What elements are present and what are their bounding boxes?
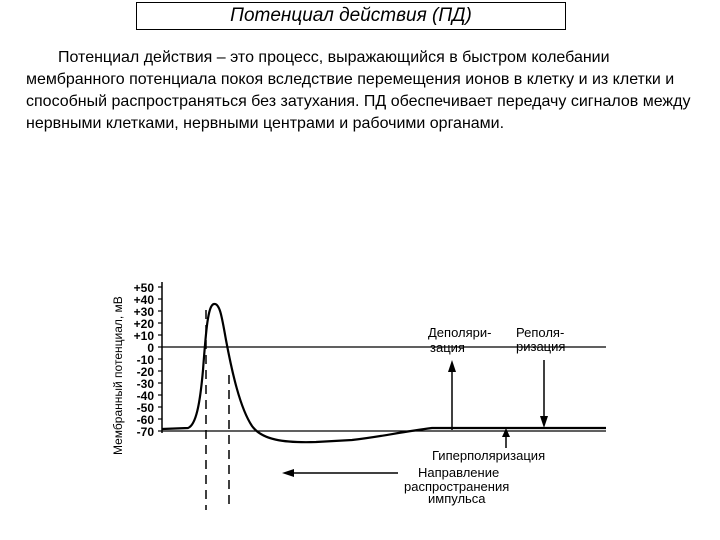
tick-label: -20 — [136, 365, 154, 379]
repolarization-label-line2: ризация — [516, 339, 566, 354]
y-axis-ticks — [134, 281, 155, 439]
hyperpolarization-arrowhead-icon — [502, 428, 510, 437]
direction-label-line1: Направление — [418, 465, 500, 480]
repolarization-label-line1: Реполя- — [516, 325, 565, 340]
tick-label: -70 — [136, 425, 154, 439]
hyperpolarization-label: Гиперполяризация — [432, 448, 546, 463]
propagation-arrowhead-icon — [282, 469, 294, 477]
tick-label: +20 — [133, 317, 154, 331]
tick-label: +40 — [133, 293, 154, 307]
depolarization-label-line1: Деполяри- — [428, 325, 492, 340]
tick-label: -50 — [136, 401, 154, 415]
direction-label-line3: импульса — [428, 491, 486, 506]
tick-label: -10 — [136, 353, 154, 367]
y-axis-label: Мембранный потенциал, мВ — [111, 296, 125, 455]
tick-label: +50 — [133, 281, 154, 295]
depolarization-label-line2: зация — [430, 340, 465, 355]
slide-title: Потенциал действия (ПД) — [230, 5, 472, 26]
definition-paragraph: Потенциал действия – это процесс, выражающийся в быстром колебании мембранного потенциала покоя вследствие перемещения ионов в клетку и из клетки и способный распространяться без затухания. ПД обеспечивает передачу сигналов между нервными клетками, нервными центрами и рабочими органами. — [26, 49, 691, 132]
depolarization-arrowhead-icon — [448, 360, 456, 372]
tick-label: +10 — [133, 329, 154, 343]
tick-label: -30 — [136, 377, 154, 391]
tick-label: -60 — [136, 413, 154, 427]
repolarization-arrowhead-icon — [540, 416, 548, 428]
direction-label-line2: распространения — [404, 479, 510, 494]
tick-label: 0 — [147, 341, 154, 355]
tick-label: -40 — [136, 389, 154, 403]
tick-label: +30 — [133, 305, 154, 319]
